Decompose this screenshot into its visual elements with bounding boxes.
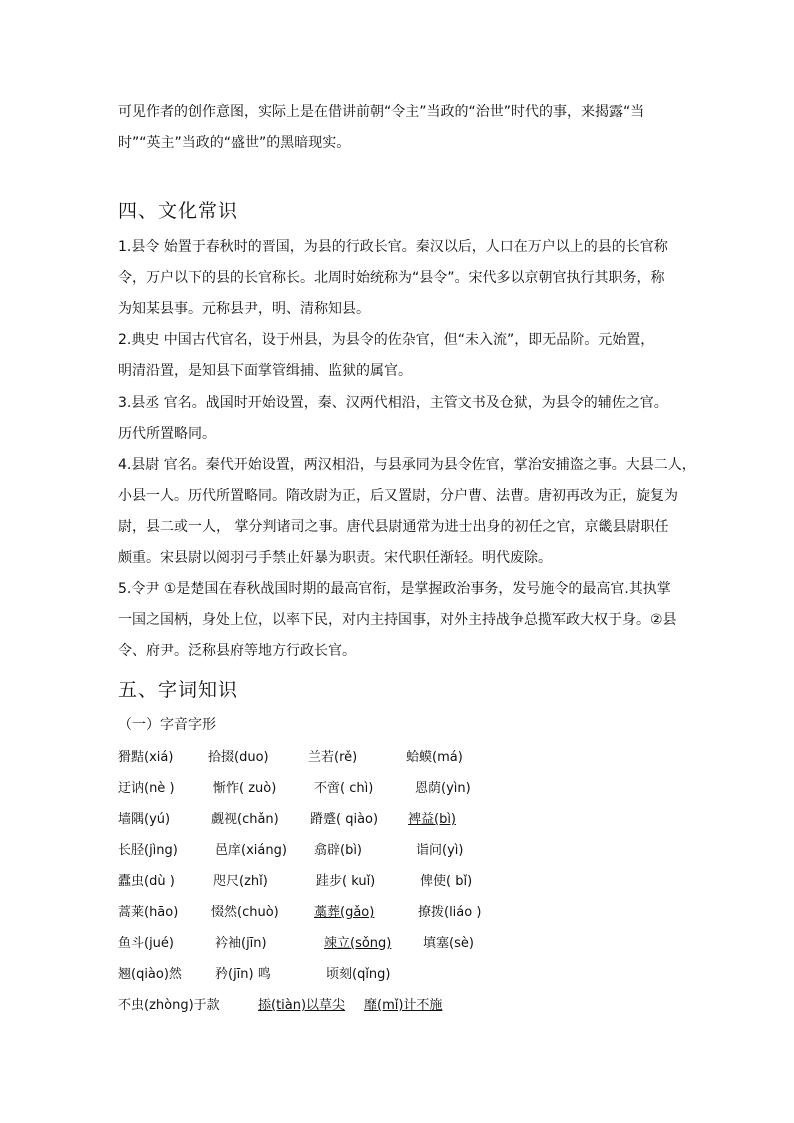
culture-item-4-line-1: 4.县尉 官名。秦代开始设置，两汉相沿，与县承同为县令佐官，掌治安捕盗之事。大县二人， (118, 457, 696, 473)
section-heading-culture: 四、文化常识 (118, 200, 239, 222)
vocab-item: 蒿莱(hāo) (118, 905, 179, 920)
culture-item-5-line-1: 5.令尹 ①是楚国在春秋战国时期的最高官衔，是掌握政治事务，发号施令的最高官.其执掌 (118, 581, 671, 597)
vocab-item: 裨益(bì) (408, 812, 457, 827)
vocab-item: 靡(mǐ)计不施 (364, 998, 443, 1013)
vocab-item: 蹐蹙( qiào) (310, 812, 379, 827)
vocab-item: 惙然(chuò) (211, 905, 279, 920)
culture-item-2-line-1: 2.典史 中国古代官名，设于州县，为县令的佐杂官，但“未入流”，即无品阶。元始置， (118, 332, 655, 348)
vocab-item: 不虫(zhòng)于款 (118, 998, 220, 1013)
vocab-item: 觑视(chǎn) (211, 812, 279, 827)
culture-item-4-line-2: 小县一人。历代所置略同。隋改尉为正，后又置尉，分户曹、法曹。唐初再改为正，旋复为 (118, 488, 678, 504)
culture-item-3-line-2: 历代所置略同。 (118, 426, 216, 442)
subsection-pronunciation: （一）字音字形 (118, 717, 216, 733)
vocab-item: 竦立(sǒng) (324, 936, 392, 951)
vocab-item: 迂讷(nè ) (118, 781, 175, 796)
vocab-item: 跬步( kuǐ) (316, 874, 376, 889)
culture-item-5-line-3: 令、府尹。泛称县府等地方行政长官。 (118, 643, 356, 659)
vocab-item: 诣问(yì) (416, 843, 464, 858)
culture-item-2-line-2: 明清沿置，是知县下面掌管缉捕、监狱的属官。 (118, 363, 412, 379)
intro-line-2: 时”“英主”当政的“盛世”的黑暗现实。 (118, 135, 351, 151)
culture-item-1-line-3: 为知某县事。元称县尹，明、清称知县。 (118, 301, 370, 317)
vocab-item: 掭(tiàn)以草尖 (258, 998, 346, 1013)
vocab-item: 邑庠(xiáng) (215, 843, 287, 858)
intro-line-1: 可见作者的创作意图，实际上是在借讲前朝“令主”当政的“治世”时代的事，来揭露“当 (118, 104, 645, 120)
vocab-item: 猾黠(xiá) (118, 750, 174, 765)
culture-item-4-line-4: 颇重。宋县尉以阅羽弓手禁止奸暴为职责。宋代职任渐轻。明代废除。 (118, 550, 552, 566)
vocab-item: 恩荫(yìn) (415, 781, 471, 796)
vocab-item: 惭怍( zuò) (213, 781, 277, 796)
vocab-item: 矜(jīn) 鸣 (215, 967, 271, 982)
vocab-item: 兰若(rě) (308, 750, 358, 765)
vocab-item: 衿袖(jīn) (215, 936, 267, 951)
vocab-item: 蛤蟆(má) (406, 750, 463, 765)
vocab-item: 藁葬(gǎo) (314, 905, 375, 920)
vocab-item: 鱼斗(jué) (118, 936, 174, 951)
section-heading-vocabulary: 五、字词知识 (118, 679, 239, 701)
vocab-item: 顷刻(qǐng) (326, 967, 391, 982)
vocab-item: 长胫(jìng) (118, 843, 178, 858)
vocab-item: 咫尺(zhǐ) (213, 874, 268, 889)
vocab-item: 墙隅(yú) (118, 812, 171, 827)
vocab-item: 撩拨(liáo ) (418, 905, 482, 920)
culture-item-4-line-3: 尉，县二或一人， 掌分判诸司之事。唐代县尉通常为进士出身的初任之官，京畿县尉职任 (118, 519, 669, 535)
vocab-item: 翕辟(bì) (314, 843, 363, 858)
culture-item-1-line-1: 1.县令 始置于春秋时的晋国，为县的行政长官。秦汉以后，人口在万户以上的县的长官称 (118, 239, 668, 255)
vocab-item: 俾使( bǐ) (420, 874, 473, 889)
vocab-item: 翘(qiào)然 (118, 967, 182, 982)
vocab-item: 不啻( chì) (314, 781, 374, 796)
vocab-item: 蠹虫(dù ) (118, 874, 175, 889)
vocab-item: 填塞(sè) (423, 936, 474, 951)
culture-item-1-line-2: 令，万户以下的县的长官称长。北周时始统称为“县令”。宋代多以京朝官执行其职务，称 (118, 270, 665, 286)
vocab-item: 拾掇(duo) (208, 750, 269, 765)
culture-item-3-line-1: 3.县丞 官名。战国时开始设置，秦、汉两代相沿，主管文书及仓狱，为县令的辅佐之官。 (118, 395, 668, 411)
culture-item-5-line-2: 一国之国柄，身处上位，以率下民，对内主持国事，对外主持战争总揽军政大权于身。②县 (118, 612, 677, 628)
